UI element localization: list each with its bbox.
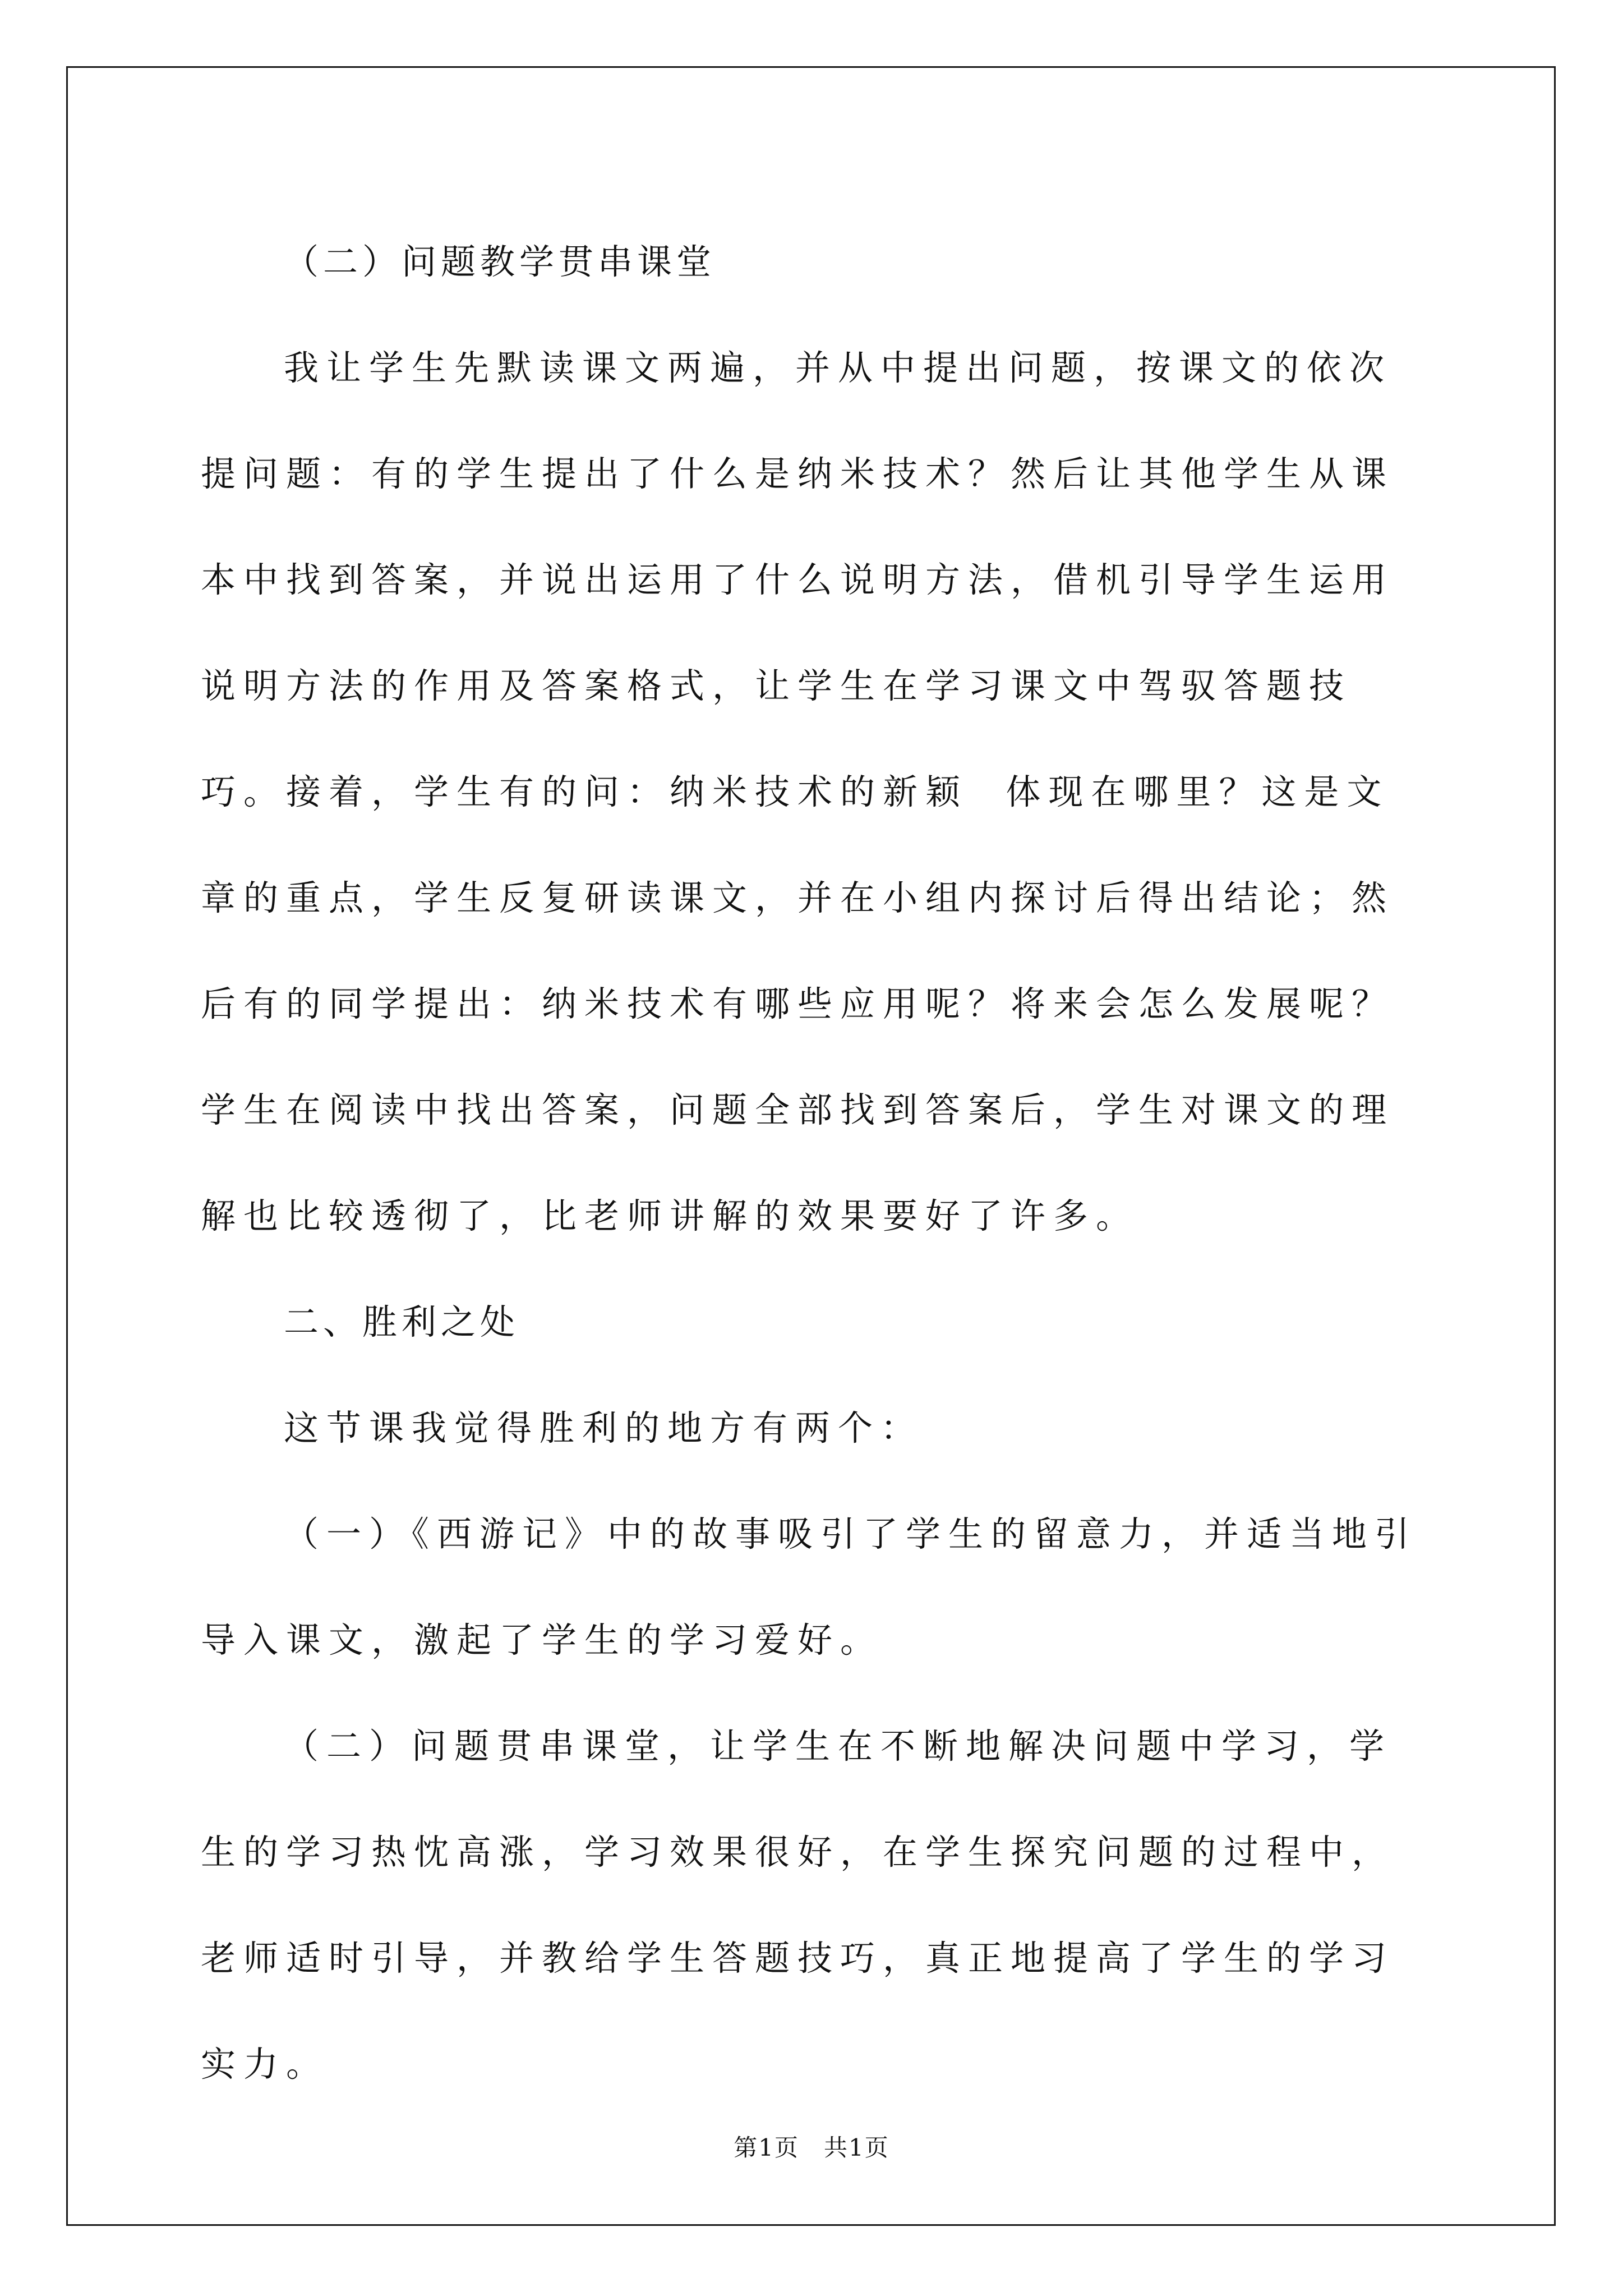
document-body <box>201 209 1422 2117</box>
section-heading-successes: 二、胜利之处 <box>284 1301 520 1342</box>
paragraph-problem-teaching-body: 我让学生先默读课文两遍，并从中提出问题，按课文的依次提问题：有的学生提出了什么是纳米技术？然后让其他学生从课本中找到答案，并说出运用了什么说明方法，借机引导学生运用说明方法的作用及答案格式，让学生在学习课文中驾驭答题技巧。接着，学生有的问：纳米技术的新颖 体现在哪里？这是文章的重点，学生反复研读课文，并在小组内探讨后得出结论；然后有的同学提出：纳米技术有哪些应用呢？将来会怎么发展呢？学生在阅读中找出答案，问题全部找到答案后，学生对课文的理解也比较透彻了，比老师讲解的效果要好了许多。 <box>201 347 1395 1236</box>
paragraph-success-two: （二）问题贯串课堂，让学生在不断地解决问题中学习，学生的学习热忱高涨，学习效果很好，在学生探究问题的过程中，老师适时引导，并教给学生答题技巧，真正地提高了学生的学习实力。 <box>201 1726 1395 2085</box>
page-number-footer: 第1页 共1页 <box>734 2134 889 2161</box>
paragraph-success-one: （一）《西游记》中的故事吸引了学生的留意力，并适当地引导入课文，激起了学生的学习爱好。 <box>201 1513 1418 1660</box>
section-heading-problem-teaching: （二）问题教学贯串课堂 <box>284 241 716 282</box>
paragraph-successes-intro: 这节课我觉得胜利的地方有两个： <box>284 1407 924 1448</box>
